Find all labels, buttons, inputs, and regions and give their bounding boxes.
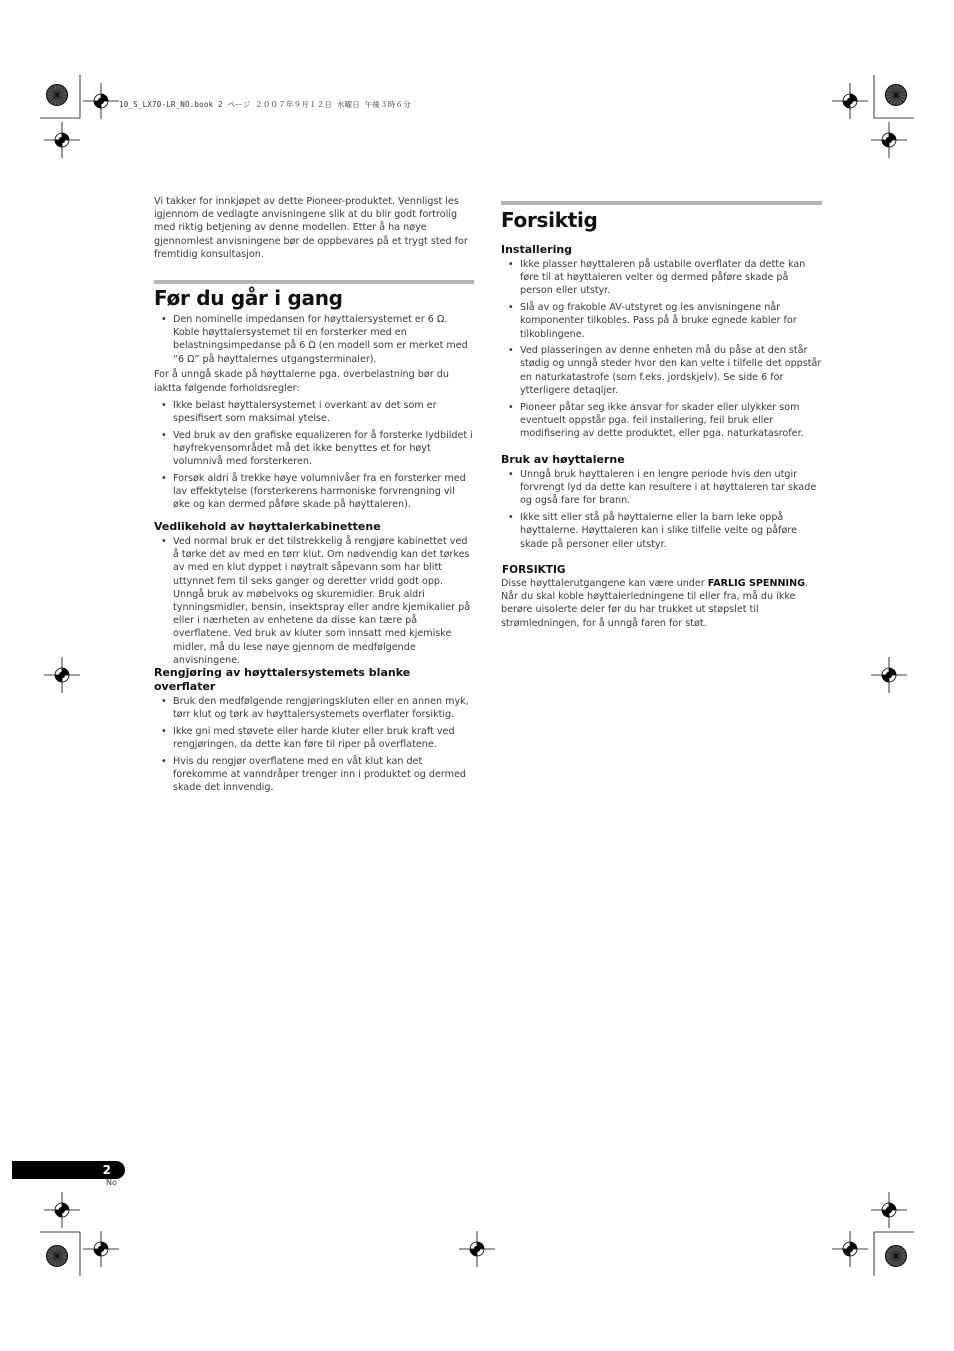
- overload-paragraph: For å unngå skade på høyttalerne pga. overbelastning bør du iaktta følgende forholdsregler:: [154, 369, 449, 394]
- crosshair-mark: [44, 1192, 80, 1228]
- sunburst-mark-bottom-right: [886, 1246, 907, 1267]
- installation-section: [501, 243, 822, 444]
- maintenance-section: [154, 520, 474, 671]
- caution-section: [501, 201, 822, 233]
- cleaning-section: [154, 666, 474, 798]
- sunburst-mark-top-left: [47, 85, 68, 106]
- caution-section-title: Forsiktig: [501, 208, 598, 232]
- page-number: 2: [102, 1163, 111, 1177]
- crosshair-mark: [44, 657, 80, 693]
- list-item: • Ved bruk av den grafiske equalizeren for å forsterke lydbildet i høyfrekvensområdet må det ikke benyttes et for høyt volumnivå med forsterkeren.: [154, 429, 474, 469]
- list-item: • Bruk den medfølgende rengjøringskluten eller en annen myk, tørr klut og tørk av høyttalersystemets overflater forsiktig.: [154, 695, 474, 721]
- list-item: • Slå av og frakoble AV-utstyret og les anvisningene når komponenter tilkobles. Pass på å bruke egnede kabler for tilkoblingene.: [501, 301, 822, 341]
- before-start-title: Før du går i gang: [154, 286, 343, 310]
- crosshair-mark: [832, 1231, 868, 1267]
- crosshair-mark: [83, 1231, 119, 1267]
- sunburst-mark-top-right: [886, 85, 907, 106]
- cleaning-title: Rengjøring av høyttalersystemets blanke overflater: [154, 666, 411, 693]
- list-item: • Ikke gni med støvete eller harde kluter eller bruk kraft ved rengjøringen, da dette kan føre til riper på overflatene.: [154, 725, 474, 751]
- list-item: • Pioneer påtar seg ikke ansvar for skader eller ulykker som eventuelt oppstår pga. feil installering, feil bruk eller modifisering av dette produktet, eller pga. naturkatasrofer.: [501, 401, 822, 441]
- crosshair-mark: [871, 122, 907, 158]
- section-rule: [154, 280, 474, 284]
- list-item: • Ved plasseringen av denne enheten må du påse at den står stødig og unngå steder hvor den kan velte i tilfelle det oppstår en naturkatastrofe (som f.eks. jordskjelv). Se side 6 for ytterligere detaqljer.: [501, 344, 822, 397]
- caution-warning-box: [501, 563, 822, 630]
- usage-title: Bruk av høyttalerne: [501, 453, 625, 466]
- list-item: • Ikke belast høyttalersystemet i overkant av det som er spesifisert som maksimal ytelse.: [154, 399, 474, 425]
- list-item: • Forsøk aldri å trekke høye volumnivåer fra en forsterker med lav effektytelse (forsterkerens harmoniske forvrengning vil øke og kan dermed påføre skade på høyttaleren).: [154, 472, 474, 512]
- crosshair-mark: [832, 83, 868, 119]
- page-number-tab: [12, 1161, 125, 1179]
- list-item: • Hvis du rengjør overflatene med en våt klut kan det forekomme at vanndråper trenger inn i produktet og dermed skade det innvendig.: [154, 755, 474, 795]
- usage-section: [501, 453, 822, 554]
- crosshair-mark: [83, 83, 119, 119]
- crosshair-mark: [459, 1231, 495, 1267]
- language-code: No: [106, 1178, 117, 1187]
- maintenance-title: Vedlikehold av høyttalerkabinettene: [154, 520, 381, 533]
- list-item: • Den nominelle impedansen for høyttalersystemet er 6 Ω. Koble høyttalersystemet til en forsterker med en belastningsimpedanse på 6 Ω (en modell som er merket med “6 Ω” på høyttalernes utgangsterminaler).: [154, 313, 474, 366]
- installation-title: Installering: [501, 243, 573, 256]
- caution-warning-text: Disse høyttalerutgangene kan være under FARLIG SPENNING. Når du skal koble høyttalerledningene til eller fra, må du ikke berøre uisolerte deler før du har trukket ut støpslet til strømledningen, for å unngå faren for støt.: [501, 578, 809, 629]
- list-item: • Unngå bruk høyttaleren i en lengre periode hvis den utgir forvrengt lyd da dette kan resultere i at høyttaleren tar skade og også fare for brann.: [501, 468, 822, 508]
- list-item: • Ved normal bruk er det tilstrekkelig å rengjøre kabinettet ved å tørke det av med en tørr klut. Om nødvendig kan det tørkes av med en klut dyppet i nøytralt såpevann som har blitt uttynnet fem til seks ganger og deretter vridd godt opp. Unngå bruk av møbelvoks og skuremidler. Bruk aldri tynningsmidler, bensin, insektspray eller andre kjemikalier på eller i nærheten av enhetene da disse kan tære på overflatene. Ved bruk av kluter som innsatt med kjemiske midler, må du lese nøye gjennom de medfølgende anvisningene.: [154, 535, 474, 667]
- section-rule: [501, 201, 822, 205]
- crosshair-mark: [871, 657, 907, 693]
- list-item: • Ikke sitt eller stå på høyttalerne eller la barn leke oppå høyttalerne. Høyttaleren kan i slike tilfelle velte og påføre skade på personer eller utstyr.: [501, 511, 822, 551]
- list-item: • Ikke plasser høyttaleren på ustabile overflater da dette kan føre til at høyttaleren velter og dermed påføre skade på person eller utstyr.: [501, 258, 822, 298]
- sunburst-mark-bottom-left: [47, 1246, 68, 1267]
- caution-warning-title: FORSIKTIG: [502, 564, 566, 576]
- before-start-section: [154, 280, 474, 515]
- crosshair-mark: [871, 1192, 907, 1228]
- danger-voltage-label: FARLIG SPENNING: [707, 578, 805, 589]
- intro-paragraph: Vi takker for innkjøpet av dette Pioneer-produktet. Vennligst les igjennom de vedlagte anvisningene slik at du blir godt fortrolig med riktig betjening av denne modellen. Etter å ha nøye gjennomlest anvisningene bør de oppbevares på et trygt sted for fremtidig konsultasjon.: [154, 196, 468, 260]
- crosshair-mark: [44, 122, 80, 158]
- print-file-header: 10_S_LX70-LR_NO.book 2 ページ ２００７年９月１２日 水曜日 午後３時６分: [119, 100, 411, 109]
